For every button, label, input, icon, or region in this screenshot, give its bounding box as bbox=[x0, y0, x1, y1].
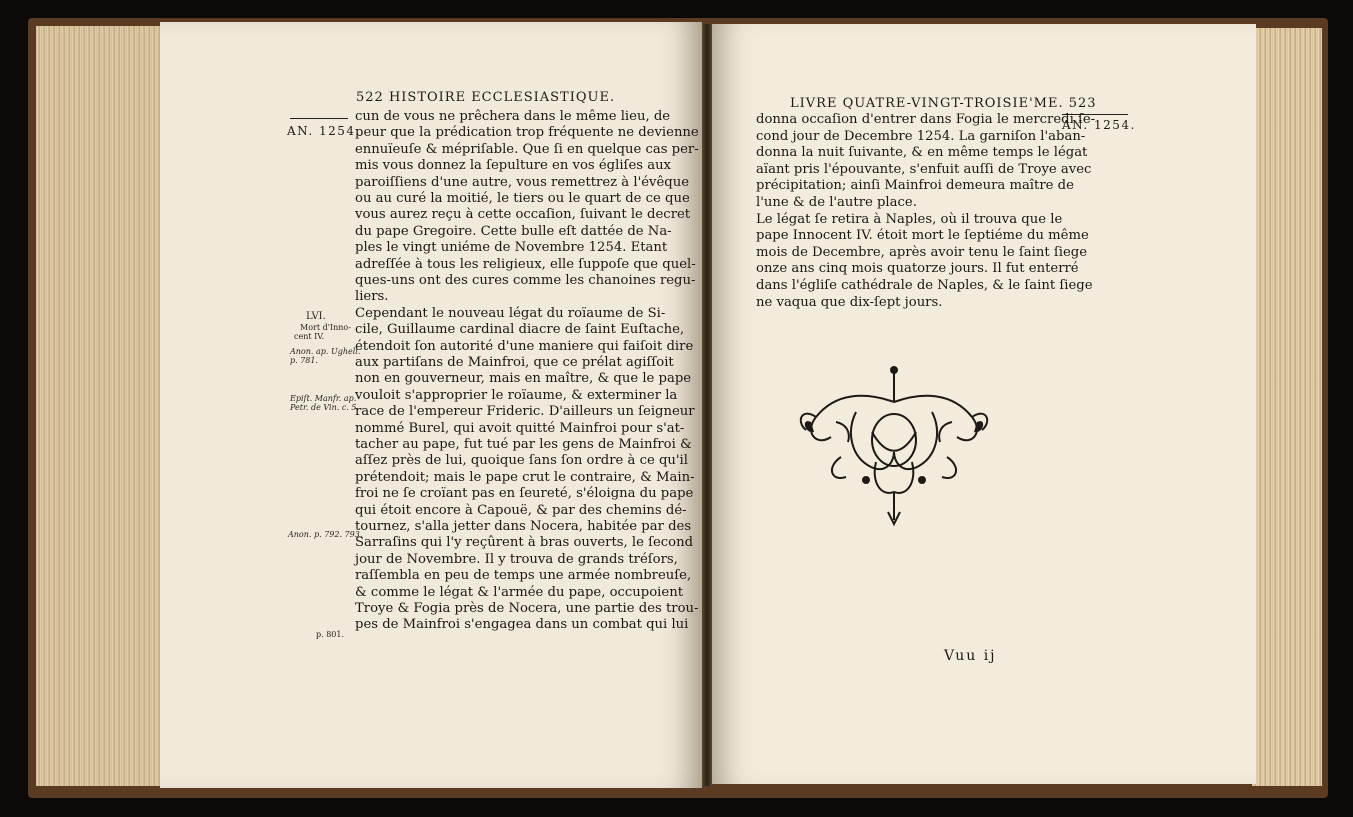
right-page-header: LIVRE QUATRE-VINGT-TROISIE'ME. 523 bbox=[790, 96, 1097, 111]
text-line: pes de Mainfroi s'engagea dans un combat qui lui bbox=[355, 617, 689, 633]
text-line: race de l'empereur Frideric. D'ailleurs un ſeigneur bbox=[355, 404, 695, 420]
text-line: raſſembla en peu de temps une armée nombreuſe, bbox=[355, 568, 692, 584]
text-line: ques-uns ont des cures comme les chanoines regu- bbox=[355, 273, 696, 288]
text-line: non en gouverneur, mais en maître, & que le pape bbox=[355, 371, 692, 387]
text-line: aſſez près de lui, quoique ſans ſon ordre à ce qu'il bbox=[355, 453, 688, 469]
margin-note-lvi: LVI. bbox=[306, 311, 326, 322]
text-line: vous aurez reçu à cette occaſion, ſuivant le decret bbox=[355, 207, 691, 223]
text-line: ou au curé la moitié, le tiers ou le quart de ce que bbox=[355, 191, 690, 206]
text-line: froi ne ſe croïant pas en ſeureté, s'éloigna du pape bbox=[355, 486, 694, 502]
text-line: Le légat ſe retira à Naples, où il trouva que le bbox=[756, 211, 1063, 227]
text-line: mis vous donnez la ſepulture en vos égliſes aux bbox=[355, 158, 671, 174]
left-page-header: 522 HISTOIRE ECCLESIASTIQUE. bbox=[356, 90, 616, 105]
page-edges-right bbox=[1252, 28, 1322, 786]
text-line: adreſſée à tous les religieux, elle ſuppoſe que quel- bbox=[355, 256, 696, 272]
text-line: tournez, s'alla jetter dans Nocera, habitée par des bbox=[355, 519, 692, 534]
text-line: cond jour de Decembre 1254. La garniſon l'aban- bbox=[756, 128, 1086, 144]
text-line: cun de vous ne prêchera dans le même lieu, de bbox=[355, 109, 671, 124]
text-line: nommé Burel, qui avoit quitté Mainfroi pour s'at- bbox=[355, 420, 685, 436]
margin-note-cent: cent IV. bbox=[294, 332, 325, 341]
text-line: ennuïeuſe & mépriſable. Que ſi en quelque cas per- bbox=[355, 141, 699, 157]
text-line: ples le vingt uniéme de Novembre 1254. Etant bbox=[355, 240, 668, 256]
text-line: Troye & Fogia près de Nocera, une partie des trou- bbox=[355, 601, 699, 616]
margin-note-anon-792: Anon. p. 792. 793. bbox=[288, 530, 363, 539]
text-line: peur que la prédication trop fréquente ne devienne bbox=[355, 125, 699, 141]
text-line: & comme le légat & l'armée du pape, occupoient bbox=[355, 584, 684, 600]
book-gutter bbox=[702, 24, 712, 786]
text-line: tacher au pape, fut tué par les gens de Mainfroi & bbox=[355, 437, 692, 452]
margin-note-anon-ughell: Anon. ap. Ughell. bbox=[290, 347, 361, 356]
margin-note-anon-page: p. 781. bbox=[290, 356, 319, 365]
text-line: précipitation; ainſi Mainfroi demeura maître de bbox=[756, 178, 1074, 194]
page-edges-left bbox=[36, 26, 164, 786]
text-line: prétendoit; mais le pape crut le contraire, & Main- bbox=[355, 469, 695, 485]
text-line: donna la nuit ſuivante, & en même temps le légat bbox=[756, 145, 1088, 161]
page-signature: Vuu ij bbox=[944, 648, 997, 664]
margin-note-p801: p. 801. bbox=[316, 630, 345, 639]
left-margin-rule bbox=[290, 118, 348, 119]
margin-note-petr: Petr. de Vin. c. 5. bbox=[290, 403, 360, 412]
text-line: qui étoit encore à Capouë, & par des chemins dé- bbox=[355, 502, 687, 518]
text-line: Sarraſins qui l'y reçûrent à bras ouverts, le ſecond bbox=[355, 535, 694, 551]
text-line: donna occaſion d'entrer dans Fogia le mercredi ſe- bbox=[756, 112, 1096, 127]
left-margin-year: AN. 1254. bbox=[287, 124, 361, 138]
right-margin-year: AN. 1254. bbox=[1062, 118, 1136, 132]
text-line: liers. bbox=[355, 289, 389, 305]
margin-note-epist: Epiſt. Manfr. ap. bbox=[290, 394, 357, 403]
text-line: aïant pris l'épouvante, s'enfuit auſſi de Troye avec bbox=[756, 161, 1092, 177]
text-line: aux partiſans de Mainfroi, que ce prélat agiſſoit bbox=[355, 355, 674, 370]
floral-ornament-icon bbox=[796, 362, 992, 528]
text-line: vouloit s'approprier le roïaume, & exterminer la bbox=[355, 387, 678, 403]
text-line: paroiſſiens d'une autre, vous remettrez à l'évêque bbox=[355, 174, 690, 190]
text-line: pape Innocent IV. étoit mort le ſeptiéme du même bbox=[756, 228, 1089, 244]
text-line: étendoit ſon autorité d'une maniere qui faiſoit dire bbox=[355, 338, 694, 354]
text-line: Cependant le nouveau légat du roïaume de Si- bbox=[355, 305, 666, 321]
text-line: du pape Gregoire. Cette bulle eſt dattée de Na- bbox=[355, 223, 672, 239]
margin-note-mort: Mort d'Inno- bbox=[300, 323, 351, 332]
text-line: l'une & de l'autre place. bbox=[756, 195, 917, 210]
text-line: cile, Guillaume cardinal diacre de ſaint Euſtache, bbox=[355, 322, 685, 338]
text-line: dans l'égliſe cathédrale de Naples, & le ſaint ſiege bbox=[756, 278, 1093, 293]
text-line: mois de Decembre, après avoir tenu le ſaint ſiege bbox=[756, 244, 1087, 260]
text-line: jour de Novembre. Il y trouva de grands tréſors, bbox=[355, 551, 678, 567]
text-line: onze ans cinq mois quatorze jours. Il fut enterré bbox=[756, 261, 1079, 277]
text-line: ne vaqua que dix-ſept jours. bbox=[756, 294, 943, 310]
